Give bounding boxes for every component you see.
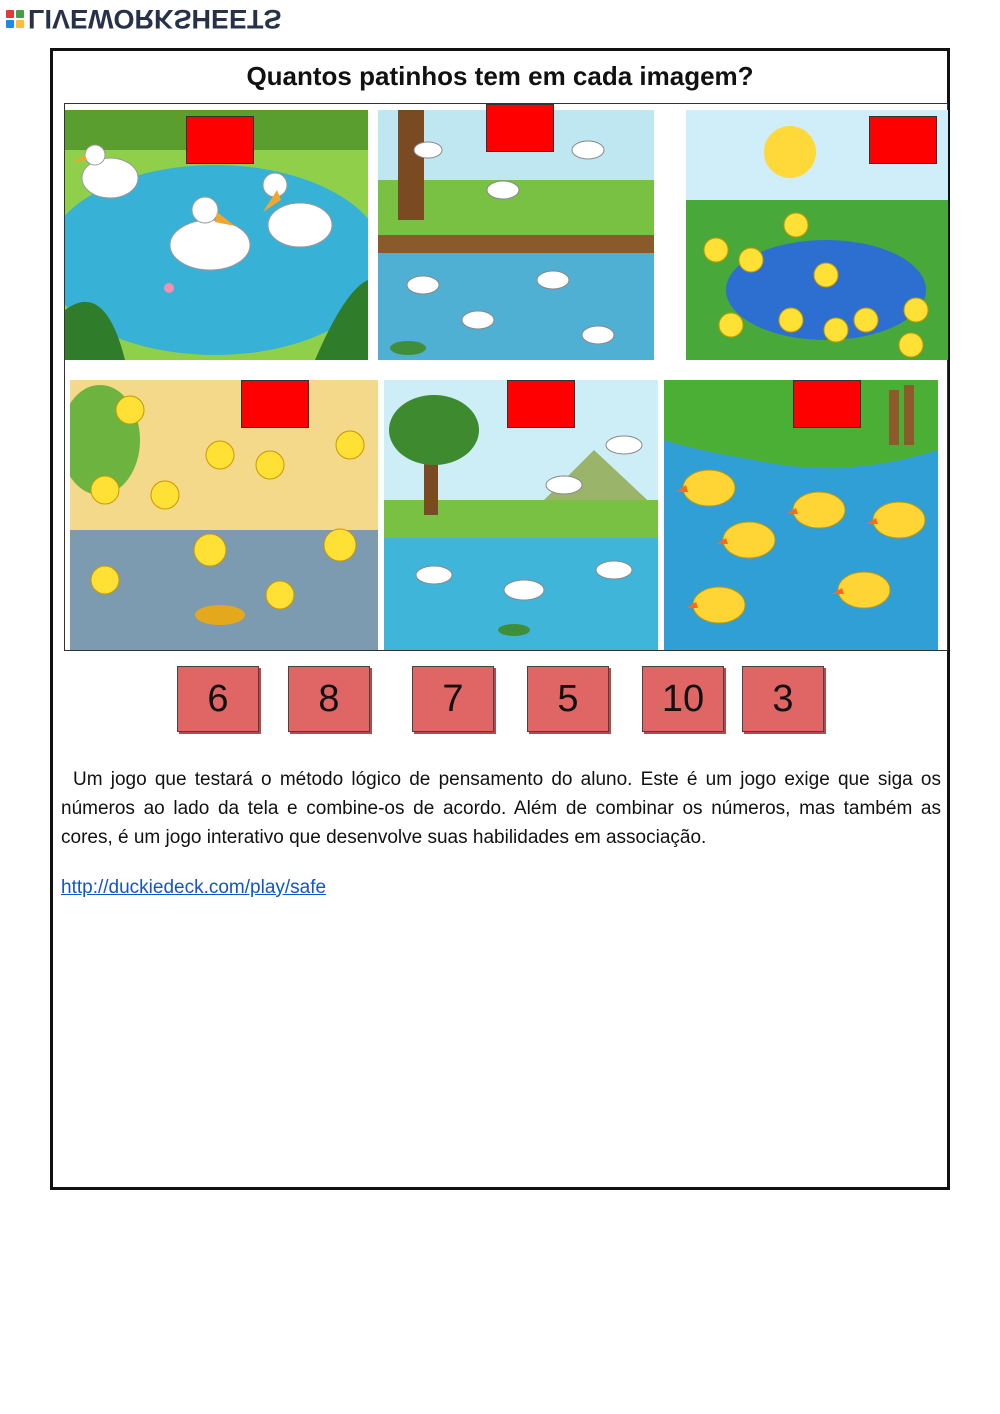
answer-box-5[interactable] bbox=[507, 380, 575, 428]
number-tile-3[interactable]: 7 bbox=[412, 666, 494, 732]
liveworksheets-logo bbox=[6, 4, 282, 34]
answer-box-3[interactable] bbox=[869, 116, 937, 164]
worksheet-frame bbox=[50, 48, 950, 1190]
number-tile-2[interactable]: 8 bbox=[288, 666, 370, 732]
logo-text: LIVEWORKSHEETS bbox=[28, 4, 282, 34]
number-tile-5[interactable]: 10 bbox=[642, 666, 724, 732]
worksheet-title: Quantos patinhos tem em cada imagem? bbox=[246, 61, 754, 91]
description-paragraph: Um jogo que testará o método lógico de pensamento do aluno. Este é um jogo exige que siga os números ao lado da tela e combine-os de acordo. Além de combinar os números, mas também as cores, é um jogo interativo que desenvolve suas habilidades em associação. bbox=[61, 769, 941, 848]
number-tile-4[interactable]: 5 bbox=[527, 666, 609, 732]
number-tile-1[interactable]: 6 bbox=[177, 666, 259, 732]
number-tile-6[interactable]: 3 bbox=[742, 666, 824, 732]
picture-4-many-ducklings bbox=[70, 380, 378, 650]
answer-box-4[interactable] bbox=[241, 380, 309, 428]
answer-box-6[interactable] bbox=[793, 380, 861, 428]
image-grid bbox=[64, 103, 948, 651]
number-tiles bbox=[53, 666, 947, 736]
answer-box-2[interactable] bbox=[486, 104, 554, 152]
answer-box-1[interactable] bbox=[186, 116, 254, 164]
duckiedeck-link[interactable]: http://duckiedeck.com/play/safe bbox=[61, 877, 327, 898]
logo-blocks-icon bbox=[6, 10, 24, 28]
